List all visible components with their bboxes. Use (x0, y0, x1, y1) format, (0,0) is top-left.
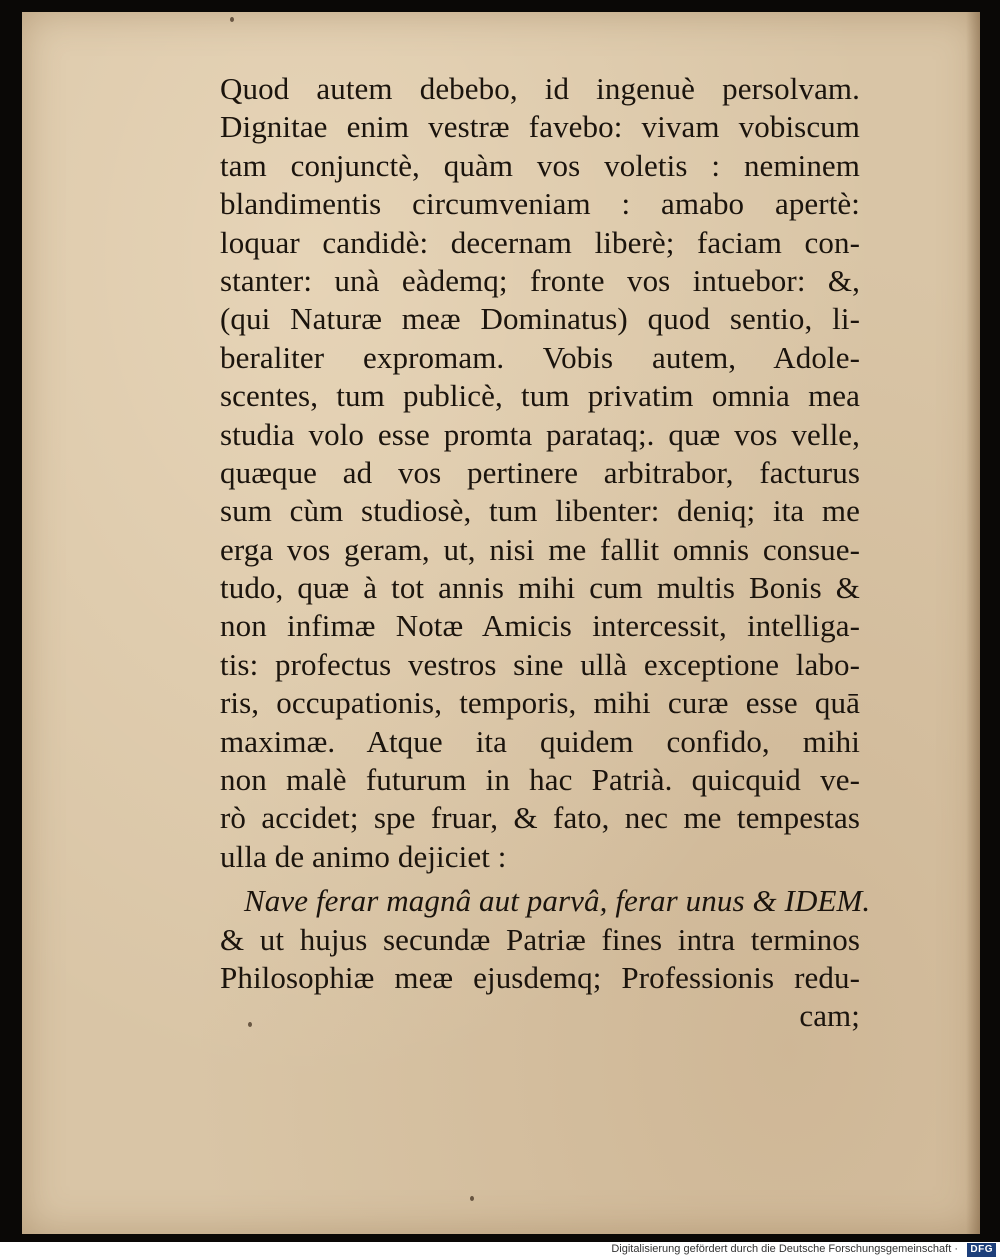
verse-line: Nave ferar magnâ aut parvâ, ferar unus & IDEM. (244, 883, 871, 919)
text-line: tam conjunctè, quàm vos voletis : neminem (220, 147, 860, 183)
text-line: & ut hujus secundæ Patriæ fines intra terminos (220, 921, 860, 957)
text-line: scentes, tum publicè, tum privatim omnia mea (220, 378, 860, 414)
text-line: blandimentis circumveniam : amabo apertè: (220, 186, 860, 222)
text-line: stanter: unà eàdemq; fronte vos intuebor: &, (220, 262, 860, 298)
text-line: sum cùm studiosè, tum libenter: deniq; ita me (220, 493, 860, 529)
latin-text-block (220, 70, 871, 1036)
text-line: ris, occupationis, temporis, mihi curæ esse quā (220, 685, 860, 721)
text-line: Quod autem debebo, id ingenuè persolvam. (220, 71, 860, 106)
catchword: cam; (799, 998, 860, 1034)
paper-speck (470, 1196, 474, 1201)
paper-speck (248, 1022, 252, 1027)
text-line: rò accidet; spe fruar, & fato, nec me tempestas (220, 800, 860, 836)
text-line: tis: profectus vestros sine ullà exceptione labo- (220, 646, 860, 682)
page-edge-shadow (966, 12, 980, 1234)
text-line: Philosophiæ meæ ejusdemq; Professionis redu- (220, 959, 860, 995)
paper-speck (230, 17, 234, 22)
dfg-logo: DFG (967, 1243, 996, 1257)
text-line: (qui Naturæ meæ Dominatus) quod sentio, li- (220, 301, 860, 337)
text-line: tudo, quæ à tot annis mihi cum multis Bonis & (220, 570, 860, 606)
digitization-credit: Digitalisierung gefördert durch die Deutsche Forschungsgemeinschaft · (611, 1243, 958, 1255)
text-line: non malè futurum in hac Patrià. quicquid ve- (220, 762, 860, 798)
text-line: loquar candidè: decernam liberè; faciam con- (220, 224, 860, 260)
text-line: beraliter expromam. Vobis autem, Adole- (220, 339, 860, 375)
text-line: ulla de animo dejiciet : (220, 838, 507, 874)
text-line: erga vos geram, ut, nisi me fallit omnis consue- (220, 531, 860, 567)
text-line: non infimæ Notæ Amicis intercessit, intelliga- (220, 608, 860, 644)
text-line: Dignitae enim vestræ favebo: vivam vobiscum (220, 109, 860, 145)
text-line: maximæ. Atque ita quidem confido, mihi (220, 723, 860, 759)
text-line: quæque ad vos pertinere arbitrabor, facturus (220, 454, 860, 490)
text-line: studia volo esse promta parataq;. quæ vos velle, (220, 416, 860, 452)
